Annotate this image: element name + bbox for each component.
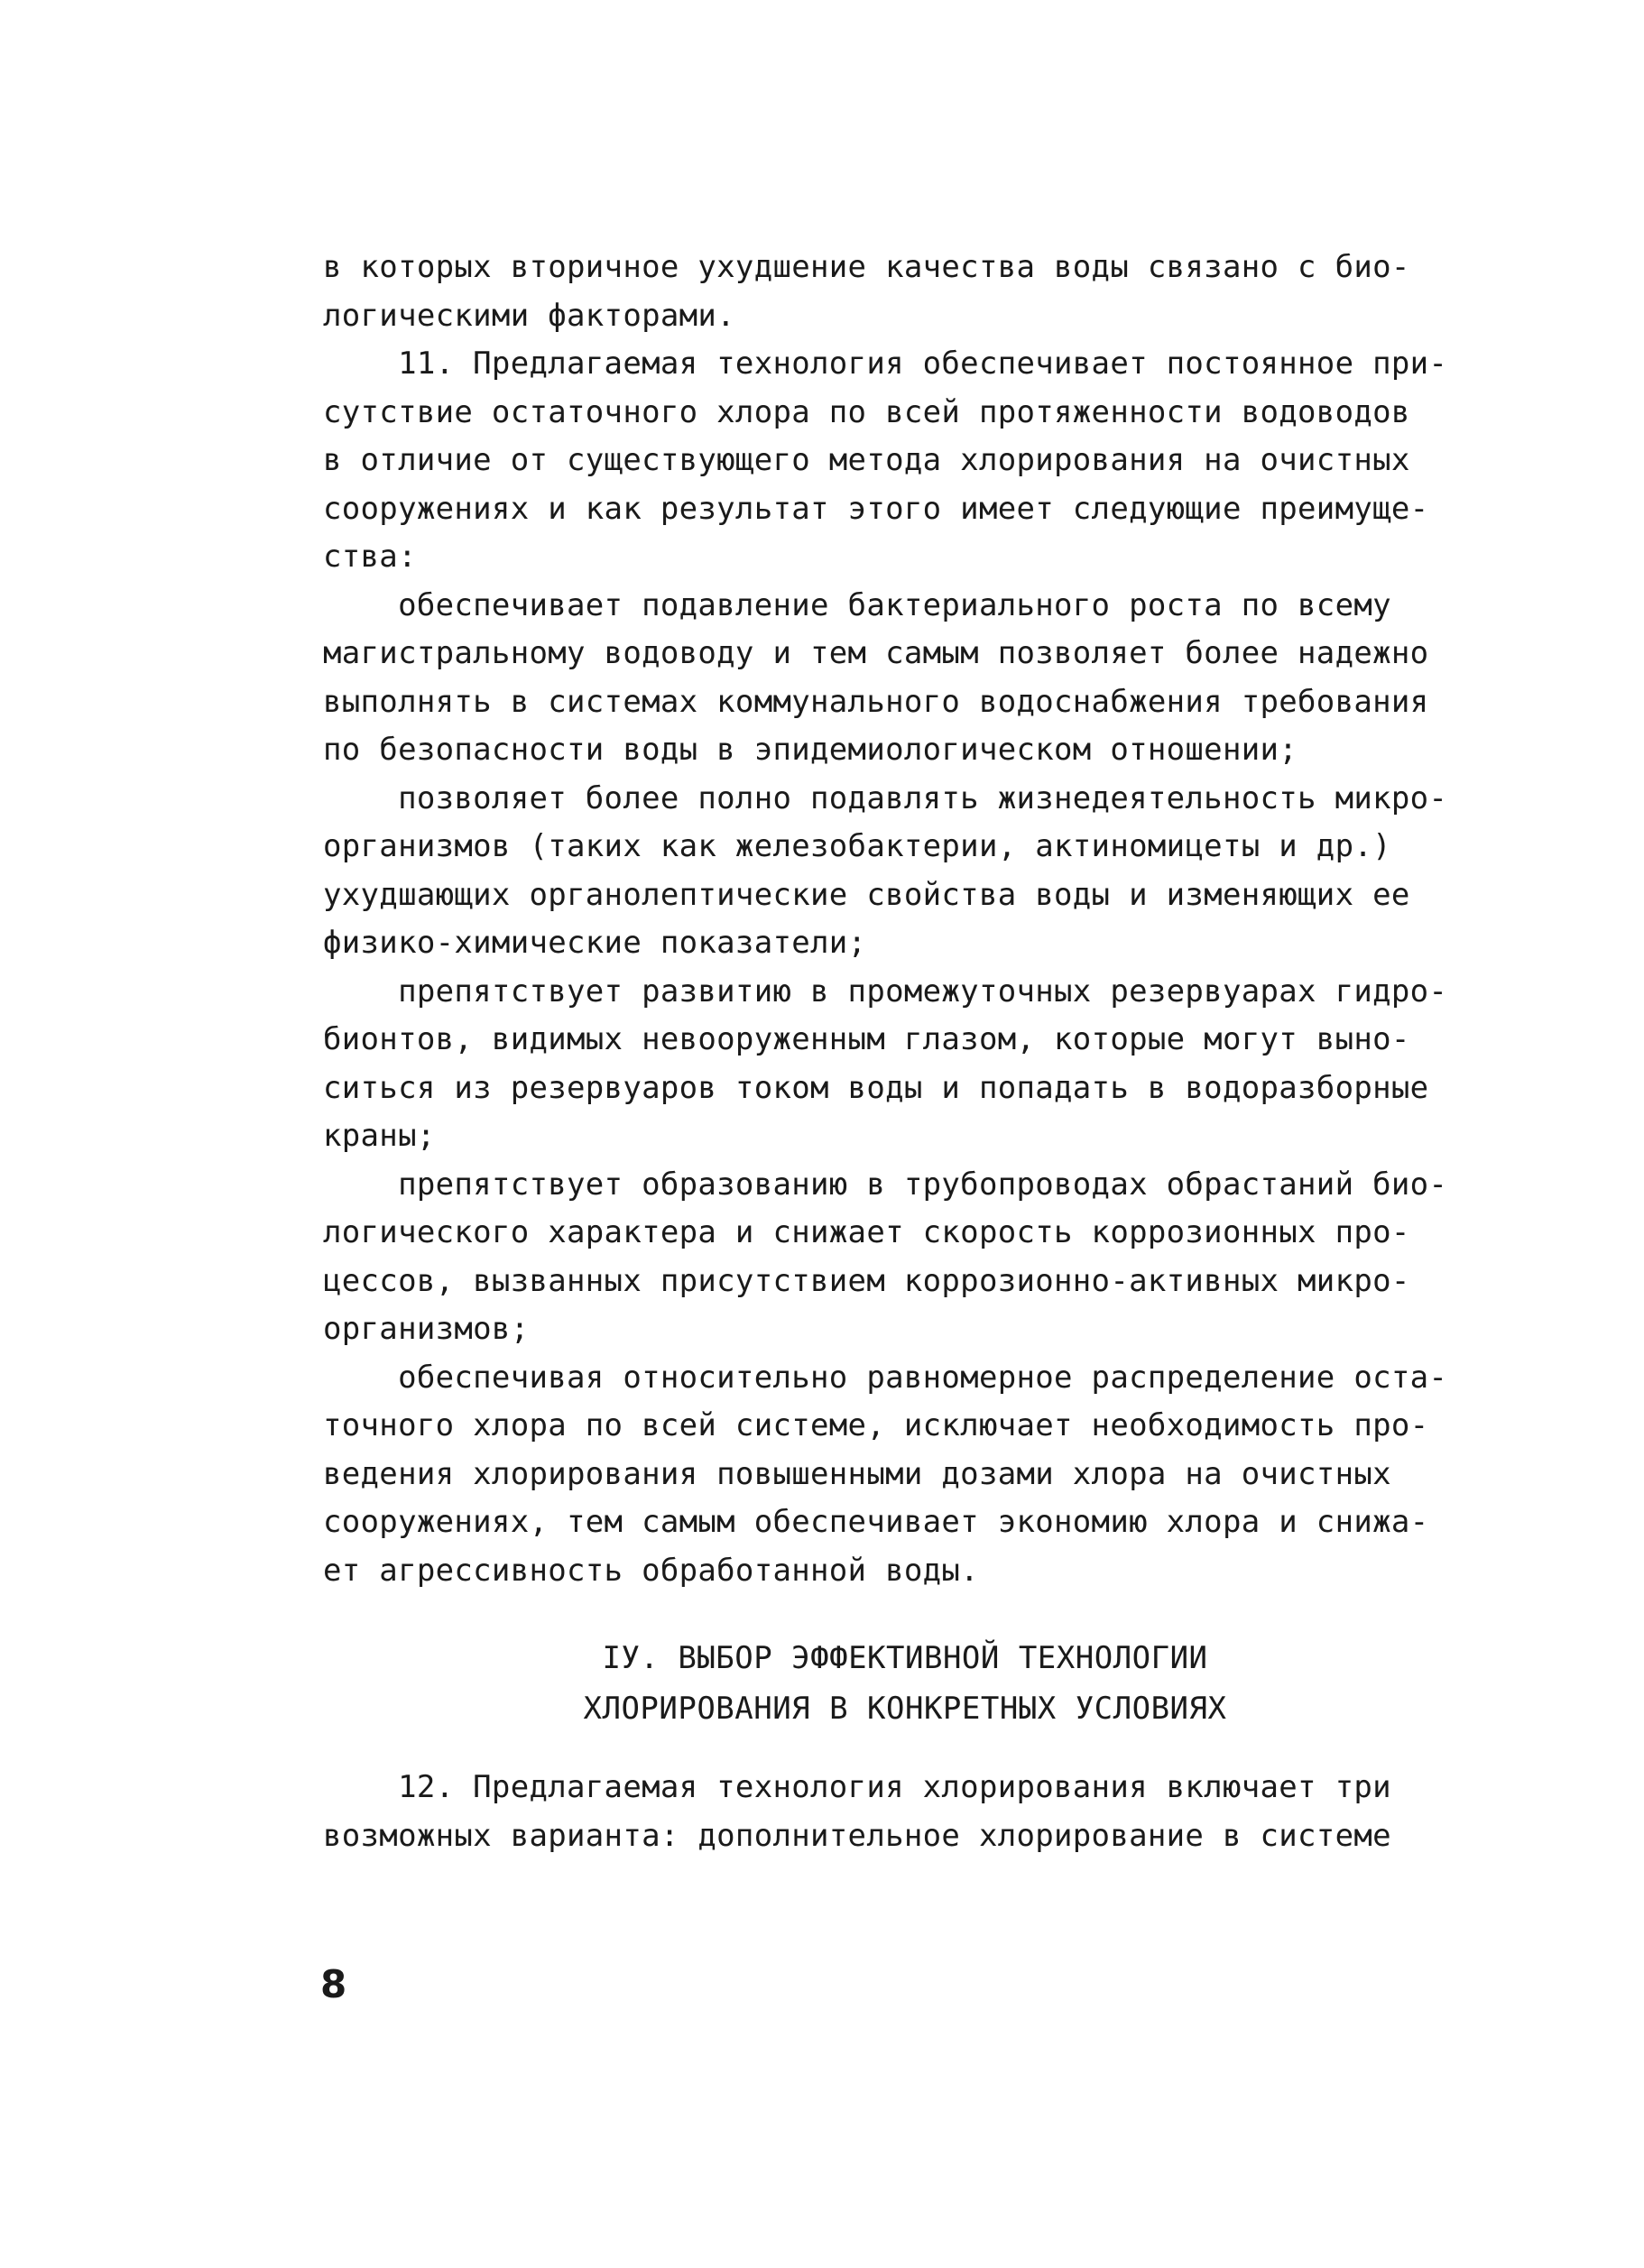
text-line: в отличие от существующего метода хлорирования на очистных [323, 442, 1410, 478]
text-line: выполнять в системах коммунального водоснабжения требования [323, 683, 1429, 720]
text-line: препятствует развитию в промежуточных резервуарах гидро- [323, 973, 1448, 1010]
page-number: 8 [320, 1962, 347, 2006]
text-line: физико-химические показатели; [323, 925, 867, 961]
text-line: логическими факторами. [323, 297, 735, 334]
text-line: бионтов, видимых невооруженным глазом, которые могут выно- [323, 1021, 1410, 1057]
body-text [323, 244, 1487, 1595]
text-line: 11. Предлагаемая технология обеспечивает постоянное при- [323, 346, 1448, 382]
text-line: сооружениях и как результат этого имеет следующие преимуще- [323, 490, 1429, 527]
paragraph-12 [323, 1764, 1487, 1860]
text-line: цессов, вызванных присутствием коррозионно-активных микро- [323, 1262, 1410, 1299]
text-line: ства: [323, 539, 417, 575]
text-line: препятствует образованию в трубопроводах обрастаний био- [323, 1166, 1448, 1203]
text-line: ведения хлорирования повышенными дозами хлора на очистных [323, 1455, 1391, 1492]
text-line: обеспечивает подавление бактериального роста по всему [323, 586, 1391, 623]
text-line: ситься из резервуаров током воды и попадать в водоразборные [323, 1069, 1429, 1106]
text-line: сооружениях, тем самым обеспечивает экономию хлора и снижа- [323, 1504, 1429, 1540]
text-line: сутствие остаточного хлора по всей протяженности водоводов [323, 393, 1410, 430]
text-line: логического характера и снижает скорость коррозионных про- [323, 1214, 1410, 1250]
text-line: точного хлора по всей системе, исключает необходимость про- [323, 1407, 1429, 1443]
text-line: магистральному водоводу и тем самым позволяет более надежно [323, 635, 1429, 671]
text-line: ет агрессивность обработанной воды. [323, 1552, 979, 1589]
section-heading-line: ХЛОРИРОВАНИЯ В КОНКРЕТНЫХ УСЛОВИЯХ [583, 1691, 1227, 1727]
text-line: ухудшающих органолептические свойства воды и изменяющих ее [323, 876, 1410, 913]
text-line: организмов; [323, 1311, 530, 1347]
text-line: организмов (таких как железобактерии, актиномицеты и др.) [323, 828, 1391, 864]
text-line: возможных варианта: дополнительное хлорирование в системе [323, 1817, 1391, 1854]
text-line: позволяет более полно подавлять жизнедеятельность микро- [323, 779, 1448, 816]
text-line: обеспечивая относительно равномерное распределение оста- [323, 1359, 1448, 1396]
text-line: по безопасности воды в эпидемиологическом отношении; [323, 732, 1298, 768]
text-line: в которых вторичное ухудшение качества воды связано с био- [323, 249, 1410, 285]
text-line: 12. Предлагаемая технология хлорирования включает три [323, 1769, 1391, 1805]
text-line: краны; [323, 1118, 436, 1154]
section-heading [323, 1633, 1487, 1734]
section-heading-line: IУ. ВЫБОР ЭФФЕКТИВНОЙ ТЕХНОЛОГИИ [602, 1640, 1208, 1676]
